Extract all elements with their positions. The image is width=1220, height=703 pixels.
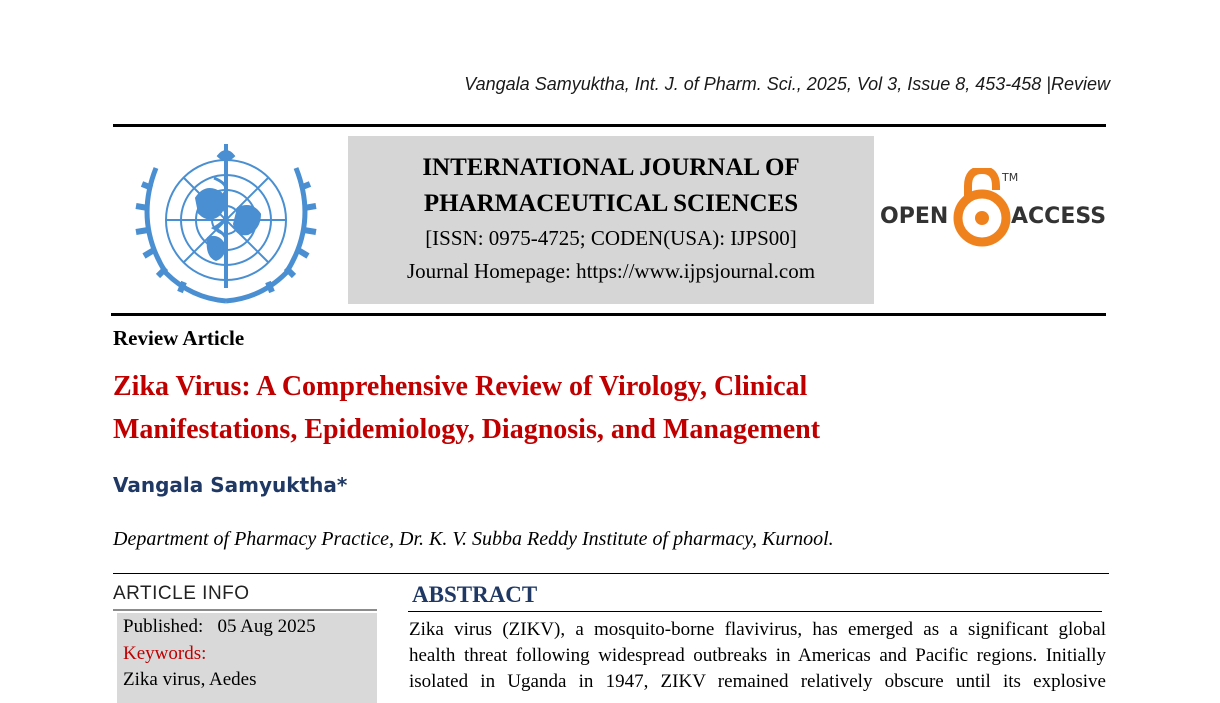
paper-title-line2: Manifestations, Epidemiology, Diagnosis, and Management [113,414,821,445]
paper-title [113,365,1073,451]
un-emblem-logo-icon [126,138,326,306]
open-lock-icon [958,170,1006,242]
header-rule-bottom [111,313,1106,316]
published-label: Published: [123,616,204,637]
abstract-text [409,617,1106,695]
published-row [123,616,316,638]
section-rule [113,573,1109,574]
open-access-logo [878,168,1108,250]
header-rule-top [113,124,1106,127]
article-info-box [117,613,377,703]
running-header: Vangala Samyuktha, Int. J. of Pharm. Sci., 2025, Vol 3, Issue 8, 453-458 |Review [464,74,1110,94]
abstract-line: isolated in Uganda in 1947, ZIKV remained relatively obscure until its explosive [409,671,1106,692]
abstract-heading: ABSTRACT [412,582,538,607]
paper-title-line1: Zika Virus: A Comprehensive Review of Virology, Clinical [113,371,808,402]
author-name: Vangala Samyuktha* [113,473,348,497]
keywords-label: Keywords: [123,643,207,664]
article-type: Review Article [113,326,245,350]
keywords-value: Zika virus, Aedes [123,669,257,690]
author-affiliation: Department of Pharmacy Practice, Dr. K. V. Subba Reddy Institute of pharmacy, Kurnool. [113,528,834,550]
abstract-rule [408,611,1102,612]
abstract-line: health threat following widespread outbreaks in Americas and Pacific regions. Initially [409,645,1106,666]
abstract-line: Zika virus (ZIKV), a mosquito-borne flavivirus, has emerged as a significant global [409,619,1106,640]
published-date: 05 Aug 2025 [217,616,316,637]
article-info-heading: ARTICLE INFO [113,583,250,604]
journal-title-box [348,136,874,304]
open-access-open-text: OPEN [880,204,949,229]
journal-title-line2: PHARMACEUTICAL SCIENCES [423,190,799,217]
open-access-access-text: ACCESS [1011,204,1107,229]
trademark-text: TM [1002,171,1019,184]
article-info-rule [113,609,377,611]
journal-issn: [ISSN: 0975-4725; CODEN(USA): IJPS00] [425,226,797,250]
journal-title-line1: INTERNATIONAL JOURNAL OF [422,154,800,181]
journal-homepage: Journal Homepage: https://www.ijpsjournal.com [406,259,816,283]
